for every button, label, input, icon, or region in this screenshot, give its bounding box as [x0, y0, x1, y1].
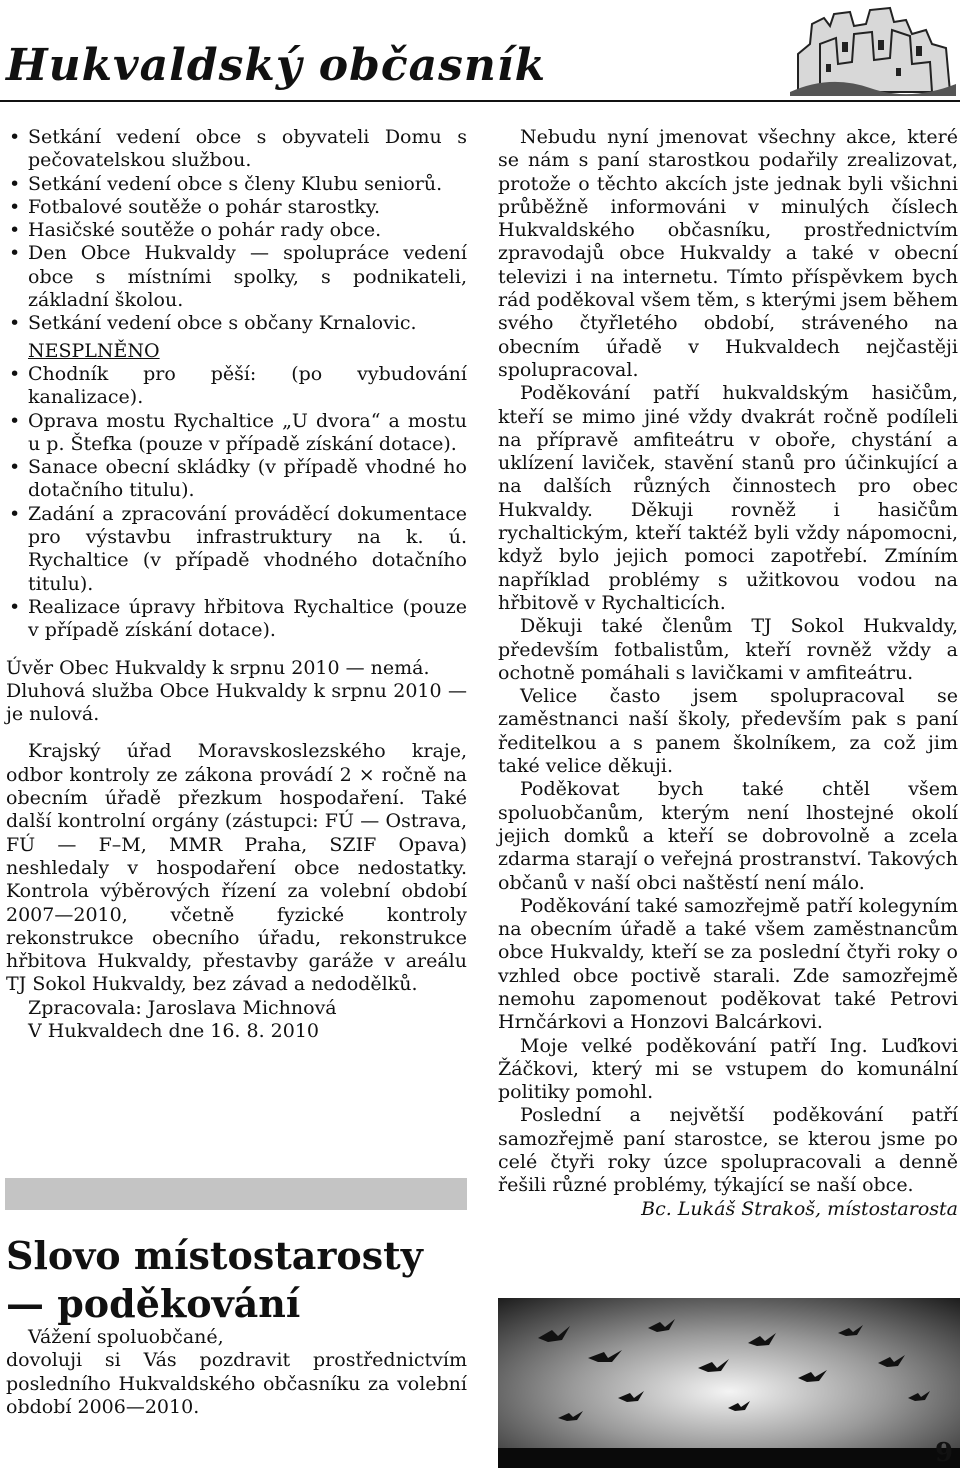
paragraph: Velice často jsem spolupracoval se zaměstnanci naší školy, především pak s paní ředitelkou a s panem školníkem, za což jim také velice děkuji.	[498, 685, 958, 778]
section-divider-bar	[5, 1178, 467, 1210]
place-date: V Hukvaldech dne 16. 8. 2010	[28, 1019, 320, 1042]
list-item: • Setkání vedení obce s obyvateli Domu s pečovatelskou službou.	[6, 126, 467, 173]
signature: Bc. Lukáš Strakoš, místostarosta	[641, 1197, 958, 1220]
unfulfilled-list	[6, 363, 467, 643]
paragraph: Poděkovat bych také chtěl všem spoluobčanům, kterým není lhostejné okolí jejich domků a kteří se dobrovolně a zcela zdarma starají o veřejná prostranství. Takových občanů v naší obci naštěstí není málo.	[498, 778, 958, 894]
list-item: • Chodník pro pěší: (po vybudování kanalizace).	[6, 363, 467, 410]
header-rule	[0, 100, 960, 102]
section-heading-line1: Slovo místostarosty	[6, 1233, 423, 1278]
list-item: • Sanace obecní skládky (v případě vhodné ho dotačního titulu).	[6, 456, 467, 503]
intro-paragraph: dovoluji si Vás pozdravit prostřednictvím posledního Hukvaldského občasníku za volební období 2006—2010.	[6, 1349, 467, 1418]
prepared-by: Zpracovala: Jaroslava Michnová	[28, 996, 337, 1019]
loan-text: Úvěr Obec Hukvaldy k srpnu 2010 — nemá.	[6, 656, 430, 679]
audit-paragraph: Krajský úřad Moravskoslezského kraje, odbor kontroly ze zákona provádí 2 × ročně na obecním úřadě přezkum hospodaření. Také další kontrolní orgány (zástupci: FÚ — Ostrava, FÚ — F–M, MMR Praha, SZIF Opava) neshledaly v hospodaření obce nedostatky. Kontrola výběrových řízení za volební období 2007—2010, včetně fyzické kontroly rekonstrukce obecního úřadu, rekonstrukce hřbitova Hukvaldy, přestavby garáže v areálu TJ Sokol Hukvaldy, bez závad a nedodělků.	[6, 740, 467, 996]
debt-text: Dluhová služba Obce Hukvaldy k srpnu 2010 — je nulová.	[6, 679, 467, 726]
birds-photo	[498, 1298, 960, 1468]
paragraph: Děkuji také členům TJ Sokol Hukvaldy, především fotbalistům, kteří rovněž vždy a ochotně pomáhali s lavičkami v amfiteátru.	[498, 615, 958, 684]
castle-illustration	[790, 4, 956, 96]
section-heading	[6, 1232, 476, 1328]
paragraph: Nebudu nyní jmenovat všechny akce, které se nám s paní starostkou podařily zrealizovat, protože o těchto akcích jste jednak byli všichni průběžně informováni v minulých číslech Hukvaldského občasníku, prostřednictvím zpravodajů obce Hukvaldy a také v obecní televizi i na internetu. Tímto příspěvkem bych rád poděkoval všem těm, s kterými jsem během svého čtyřletého období, stráveného na obecním úřadě v Hukvaldech nejčastěji spolupracoval.	[498, 126, 958, 381]
list-item: • Realizace úpravy hřbitova Rychaltice (pouze v případě získání dotace).	[6, 596, 467, 643]
paragraph: Poděkování patří hukvaldským hasičům, kteří se mimo jiné vždy dvakrát ročně podíleli na přípravě amfiteátru v oboře, chystání a uklízení laviček, stavění stanů pro účinkující a na dalších různých činnostech pro obec Hukvaldy. Děkuji rovněž i hasičům rychaltickým, kteří taktéž byli vždy nápomocni, když bylo jejich pomoci zapotřebí. Zmíním například problémy s užitkovou vodou na hřbitově v Rychalticích.	[498, 382, 958, 614]
list-item: • Den Obce Hukvaldy — spolupráce vedení obce s místními spolky, s podnikateli, základní školou.	[6, 242, 467, 312]
section-heading-line2: — poděkování	[6, 1281, 301, 1326]
page-number: 9	[935, 1438, 954, 1468]
section-intro	[6, 1326, 467, 1419]
paragraph: Poděkování také samozřejmě patří kolegyním na obecním úřadě a také všem zaměstnancům obce Hukvaldy, kteří se za poslední čtyři roky o vzhled obce poctivě starali. Zde samozřejmě nemohu zapomenout poděkovat také Petrovi Hrnčárkovi a Honzovi Balcárkovi.	[498, 894, 958, 1034]
paragraph: Poslední a největší poděkování patří samozřejmě paní starostce, se kterou jsme po celé čtyři roky úzce spolupracovali a denně řešili různé problémy, týkající se naší obce.	[498, 1104, 958, 1197]
paragraph: Moje velké poděkování patří Ing. Luďkovi Žáčkovi, který mi se vstupem do komunální politiky pomohl.	[498, 1034, 958, 1104]
right-column	[498, 126, 958, 1221]
list-item: • Fotbalové soutěže o pohár starostky.	[6, 196, 467, 219]
left-column	[6, 126, 467, 1043]
list-item: • Zadání a zpracování prováděcí dokumentace pro výstavbu infrastruktury na k. ú. Rychaltice (v případě vhodného dotačního titulu).	[6, 503, 467, 596]
completed-list	[6, 126, 467, 336]
unfulfilled-heading: NESPLNĚNO	[28, 339, 160, 362]
list-item: • Hasičské soutěže o pohár rady obce.	[6, 219, 467, 242]
list-item: • Setkání vedení obce s občany Krnalovic.	[6, 312, 467, 335]
list-item: • Oprava mostu Rychaltice „U dvora“ a mostu u p. Štefka (pouze v případě získání dotace).	[6, 410, 467, 457]
newsletter-title: Hukvaldský občasník	[6, 40, 547, 91]
greeting: Vážení spoluobčané,	[28, 1326, 224, 1348]
list-item: • Setkání vedení obce s členy Klubu seniorů.	[6, 173, 467, 196]
